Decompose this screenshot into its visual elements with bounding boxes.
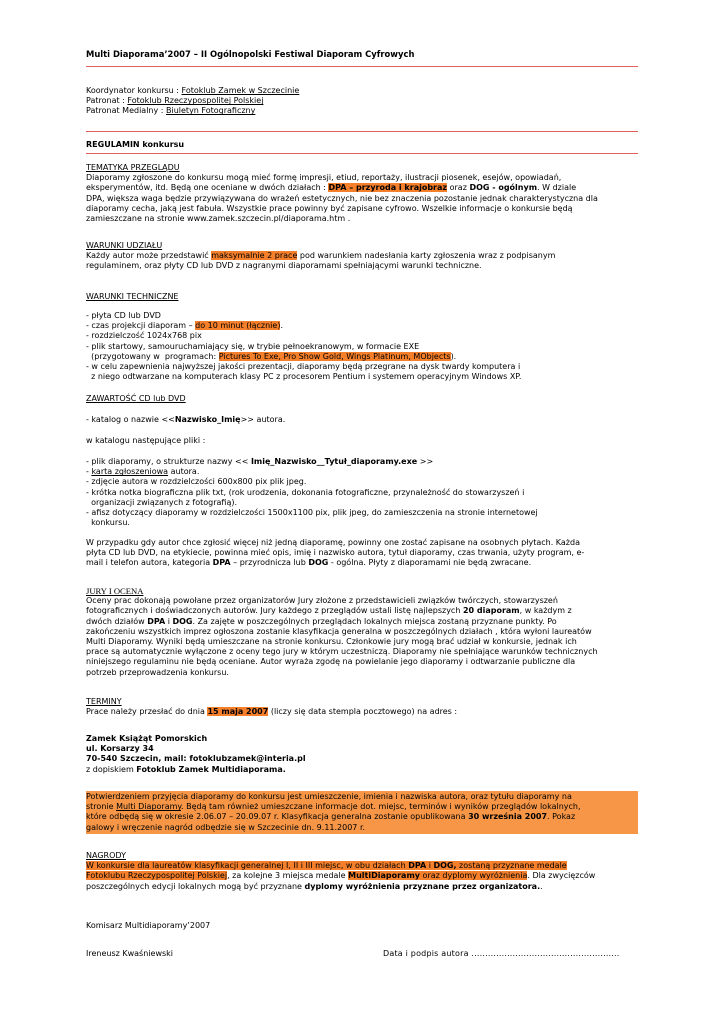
organizers-block <box>86 86 638 117</box>
author-signature-field[interactable]: Data i podpis autora ...................................................... <box>383 949 620 958</box>
files-list <box>86 457 638 528</box>
tematyka-line: diaporamy cecha, jaką jest fabuła. Wszystkie prace powinny być zapisane cyfrowo. Wszelkie informacje o konkursie będą <box>86 203 573 213</box>
tematyka-heading: TEMATYKA PRZEGLĄDU <box>86 163 180 172</box>
coordinator-label: Koordynator konkursu : <box>86 86 182 95</box>
signature-row <box>86 949 638 959</box>
tematyka-line: eksperymentów, itd. Będą one oceniane w dwóch działach : DPA – przyroda i krajobraz oraz DOG - ogólnym. W dziale <box>86 183 577 193</box>
warunki-line: Każdy autor może przedstawić maksymalnie 2 prace pod warunkiem nadesłania karty zgłoszenia wraz z podpisanym <box>86 251 556 261</box>
list-item: (przygotowany w programach: Pictures To Exe, Pro Show Gold, Wings Platinum, MObjects). <box>86 351 457 361</box>
document-title: Multi Diaporama’2007 – II Ogólnopolski Festiwal Diaporam Cyfrowych <box>86 49 415 59</box>
techniczne-list <box>86 311 638 382</box>
time-limit-highlight: do 10 minut (łącznie) <box>195 321 281 331</box>
list-item: - plik startowy, samouruchamiający się, w trybie pełnoekranowym, w formacie EXE <box>86 341 420 351</box>
mailing-address: Zamek Książąt Pomorskich ul. Korsarzy 34 70-540 Szczecin, mail: fotoklubzamek@interia.pl z dopiskiem Fotoklub Zamek Multidiaporama. <box>86 734 306 774</box>
tematyka-section <box>86 163 638 224</box>
patron-link[interactable]: Fotoklub Rzeczypospolitej Polskiej <box>127 96 264 106</box>
commissioner-name: Ireneusz Kwaśniewski <box>86 949 174 958</box>
list-item: - płyta CD lub DVD <box>86 311 161 320</box>
organizers-divider <box>86 131 638 132</box>
regulamin-title: REGULAMIN konkursu <box>86 140 185 149</box>
patron-label: Patronat : <box>86 96 128 106</box>
deadline-highlight: 15 maja 2007 <box>207 707 269 717</box>
programs-highlight: Pictures To Exe, Pro Show Gold, Wings Platinum, MObjects <box>218 351 451 361</box>
coordinator-link[interactable]: Fotoklub Zamek w Szczecinie <box>181 86 300 95</box>
nagrody-heading: NAGRODY <box>86 851 126 860</box>
entry-form-link[interactable]: karta zgłoszeniowa <box>91 467 169 477</box>
komisarz-line: Komisarz Multidiaporamy’2007 <box>86 921 211 930</box>
list-item: - karta zgłoszeniowa autora. <box>86 467 200 477</box>
list-item: z niego odtwarzane na komputerach klasy PC z procesorem Pentium i systemem operacyjnym Windows XP. <box>86 372 522 382</box>
jury-section: JURY I OCENA Oceny prac dokonają powołane przez organizatorów Jury złożone z przedstawicieli związków twórczych, stowarzyszeń fotograficznych i doświadczonych autorów. Jury każdego z przeglądów ustali listę najlepszych 20 diaporam, w każdym z dwóch działów DPA i DOG. Za zajęte w poszczególnych przeglądach lokalnych miejsca zostaną przyznane punkty. Po zakończeniu wszystkich imprez ogłoszona zostanie klasyfikacja generalna w poszczególnych działach , która wyłoni laureatów Multi Diaporamy. Wyniki będą umieszczane na stronie konkursu. Członkowie jury mogą brać udział w konkursie, jednak ich prace są automatycznie wyłączone z oceny tego jury w którym uczestniczą. Diaporamy nie spełniające warunków technicznych niniejszego regulaminu nie będą oceniane. Autor wyraża zgodę na powielanie jego diaporamy i odtwarzanie publiczne dla potrzeb przeprowadzenia konkursu. <box>86 586 638 678</box>
tematyka-line: Diaporamy zgłoszone do konkursu mogą mieć formę impresji, etiud, reportaży, ilustracji piosenek, esejów, opowiadań, <box>86 173 562 183</box>
nagrody-section: NAGRODY W konkursie dla laureatów klasyfikacji generalnej I, II i III miejsc, w obu działach DPA i DOG, zostaną przyznane medale Fotoklubu Rzeczypospolitej Polskiej, za kolejne 3 miejsca medale MultiDiaporamy oraz dyplomy wyróżnienia. Dla zwycięzców poszczególnych edycji lokalnych mogą być przyznane dyplomy wyróżnienia przyznane przez organizatora.. <box>86 851 638 892</box>
list-item: - plik diaporamy, o strukturze nazwy << Imię_Nazwisko__Tytuł_diaporamy.exe >> <box>86 457 434 466</box>
list-item: - czas projekcji diaporam – do 10 minut (łącznie). <box>86 321 283 331</box>
warunki-section <box>86 241 638 272</box>
jury-heading: JURY I OCENA <box>86 586 144 596</box>
list-item: - krótka notka biograficzna plik txt, (rok urodzenia, dokonania fotograficzne, przynależność do stowarzyszeń i <box>86 487 525 497</box>
list-item: - rozdzielczość 1024x768 pix <box>86 331 202 341</box>
list-item: - w celu zapewnienia najwyższej jakości prezentacji, diaporamy będą przegrane na dysk twardy komputera i <box>86 362 521 372</box>
files-intro: w katalogu następujące pliki : <box>86 436 206 445</box>
list-item: - afisz dotyczący diaporamy w rozdzielczości 1500x1100 pix, plik jpeg, do zamieszczenia na stronie internetowej <box>86 508 538 518</box>
terminy-heading: TERMINY <box>86 697 122 706</box>
catalog-line: - katalog o nazwie <<Nazwisko_Imię>> autora. <box>86 415 286 424</box>
tematyka-line: DPA, większa waga będzie przywiązywana do wrażeń estetycznych, nie bez znaczenia pozostanie jednak charakterystyczna dla <box>86 193 598 203</box>
list-item: - zdjęcie autora w rozdzielczości 600x800 pix plik jpeg. <box>86 477 307 487</box>
max-works-highlight: maksymalnie 2 prace <box>211 251 298 261</box>
techniczne-heading: WARUNKI TECHNICZNE <box>86 292 179 301</box>
confirmation-block: Potwierdzeniem przyjęcia diaporamy do konkursu jest umieszczenie, imienia i nazwiska autora, oraz tytułu diaporamy na stronie Multi Diaporamy. Będą tam również umieszczane informacje dot. miejsc, terminów i wyników przeglądów lokalnych, które odbędą się w okresie 2.06.07 – 20.09.07 r. Klasyfikacja generalna zostanie opublikowana 30 września 2007. Pokaz galowy i wręczenie nagród odbędzie się w Szczecinie dn. 9.11.2007 r. <box>86 791 638 834</box>
multi-diaporama-link[interactable]: Multi Diaporamy <box>116 802 182 812</box>
dpa-highlight: DPA – przyroda i krajobraz <box>328 183 448 193</box>
media-patron-link[interactable]: Biuletyn Fotograficzny <box>166 106 256 116</box>
terminy-section: TERMINY Prace należy przesłać do dnia 15 maja 2007 (liczy się data stempla pocztowego) na adres : <box>86 697 638 717</box>
list-item: organizacji związanych z fotografią). <box>86 497 238 507</box>
regulamin-divider <box>86 153 638 154</box>
zawartosc-heading: ZAWARTOŚĆ CD lub DVD <box>86 394 186 403</box>
media-patron-label: Patronat Medialny : <box>86 106 166 116</box>
list-item: konkursu. <box>86 518 130 528</box>
multiple-entries-paragraph: W przypadku gdy autor chce zgłosić więcej niż jedną diaporamę, powinny one zostać zapisane na osobnych płytach. Każda płyta CD lub DVD, na etykiecie, powinna mieć opis, imię i nazwisko autora, tytuł diaporamy, czas trwania, użyty program, e- mail i telefon autora, kategoria DPA – przyrodnicza lub DOG - ogólna. Płyty z diaporamami nie będą zwracane. <box>86 538 585 568</box>
title-divider <box>86 66 638 67</box>
warunki-line: regulaminem, oraz płyty CD lub DVD z nagranymi diaporamami spełniającymi warunki techniczne. <box>86 261 482 271</box>
warunki-heading: WARUNKI UDZIAŁU <box>86 241 163 250</box>
tematyka-line: zamieszczane na stronie www.zamek.szczecin.pl/diaporama.htm . <box>86 214 351 224</box>
